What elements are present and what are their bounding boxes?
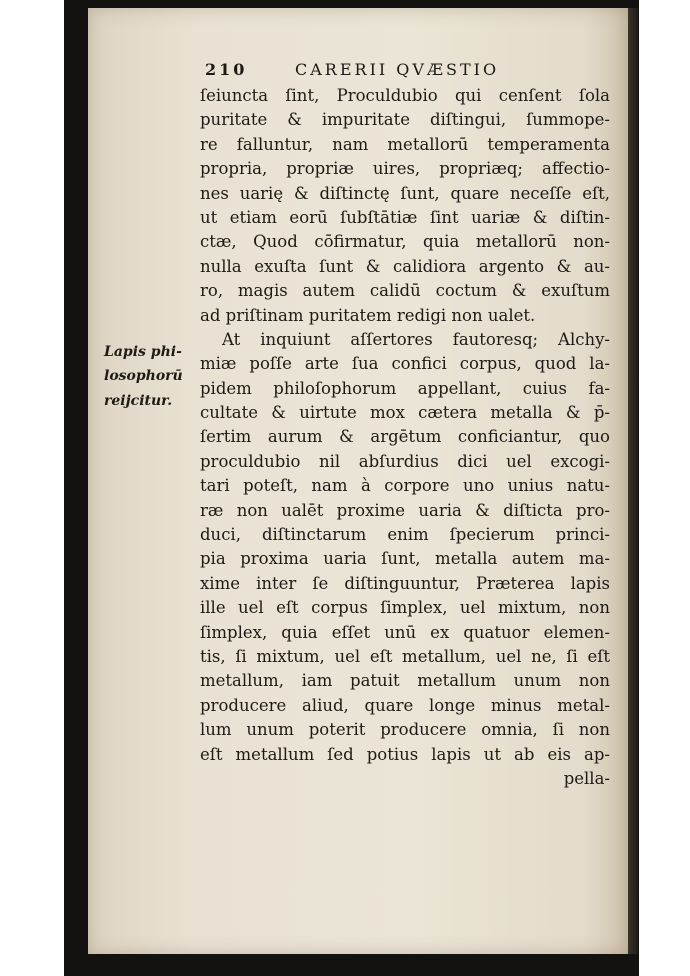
text-line: At inquiunt aſſertores fautoresq; Alchy- <box>222 329 610 349</box>
text-line: producere aliud, quare longe minus metal- <box>200 695 610 715</box>
text-line: ille uel eſt corpus ſimplex, uel mixtum, non <box>200 598 610 618</box>
text-line: tis, ſi mixtum, uel eſt metallum, uel ne, ſi eſt <box>200 646 610 666</box>
text-line: puritate & impuritate diſtingui, ſummope- <box>200 110 610 130</box>
body-text <box>200 84 610 791</box>
text-line: tari poteſt, nam à corpore uno unius natu- <box>200 476 610 496</box>
text-line: ut etiam eorū ſubſtātiæ ſint uariæ & diſtin- <box>200 207 610 227</box>
text-line: lum unum poterit producere omnia, ſi non <box>200 720 610 740</box>
text-line: duci, diſtinctarum enim ſpecierum princi- <box>200 525 610 545</box>
text-line: pia proxima uaria ſunt, metalla autem ma- <box>200 549 610 569</box>
text-line: nes uarię & diſtinctę ſunt, quare neceſſe eſt, <box>200 183 610 203</box>
text-line: ſimplex, quia eſſet unū ex quatuor elemen- <box>200 622 610 642</box>
text-line: ſeiuncta ſint, Proculdubio qui cenſent ſola <box>200 86 610 105</box>
text-line: pidem philoſophorum appellant, cuius fa- <box>200 378 610 398</box>
text-line: eſt metallum ſed potius lapis ut ab eis ap- <box>200 744 610 764</box>
margin-note <box>104 340 200 413</box>
text-line: nulla exuſta ſunt & calidiora argento & au- <box>200 256 610 276</box>
margin-note-line: Lapis phi- <box>104 344 182 360</box>
text-line: ræ non ualēt proxime uaria & diſticta pro- <box>200 500 610 520</box>
page-number: 210 <box>205 60 248 79</box>
margin-note-line: reijcitur. <box>104 392 173 409</box>
text-line: metallum, iam patuit metallum unum non <box>200 671 610 691</box>
text-line: ſertim aurum & argētum conficiantur, quo <box>200 427 610 447</box>
text-line: propria, propriæ uires, propriæq; affectio- <box>200 159 610 179</box>
margin-note-line: losophorū <box>104 368 183 385</box>
text-line: re falluntur, nam metallorū temperamenta <box>200 134 610 154</box>
text-line: ctæ, Quod cōfirmatur, quia metallorū non- <box>200 232 610 252</box>
text-line: proculdubio nil abſurdius dici uel excogi- <box>200 451 610 471</box>
text-line: cultate & uirtute mox cætera metalla & p̄- <box>200 403 610 423</box>
text-line: xime inter ſe diſtinguuntur, Præterea lapis <box>200 573 610 593</box>
page-edge-shadow <box>628 8 638 954</box>
text-line: miæ poſſe arte ſua confici corpus, quod la- <box>200 354 610 374</box>
text-line: ad priſtinam puritatem redigi non ualet. <box>200 305 536 325</box>
page-header <box>205 60 605 84</box>
running-title: CARERII QVÆSTIO <box>295 60 500 79</box>
text-line: ro, magis autem calidū coctum & exuſtum <box>200 281 610 301</box>
catchword: pella- <box>563 768 610 788</box>
